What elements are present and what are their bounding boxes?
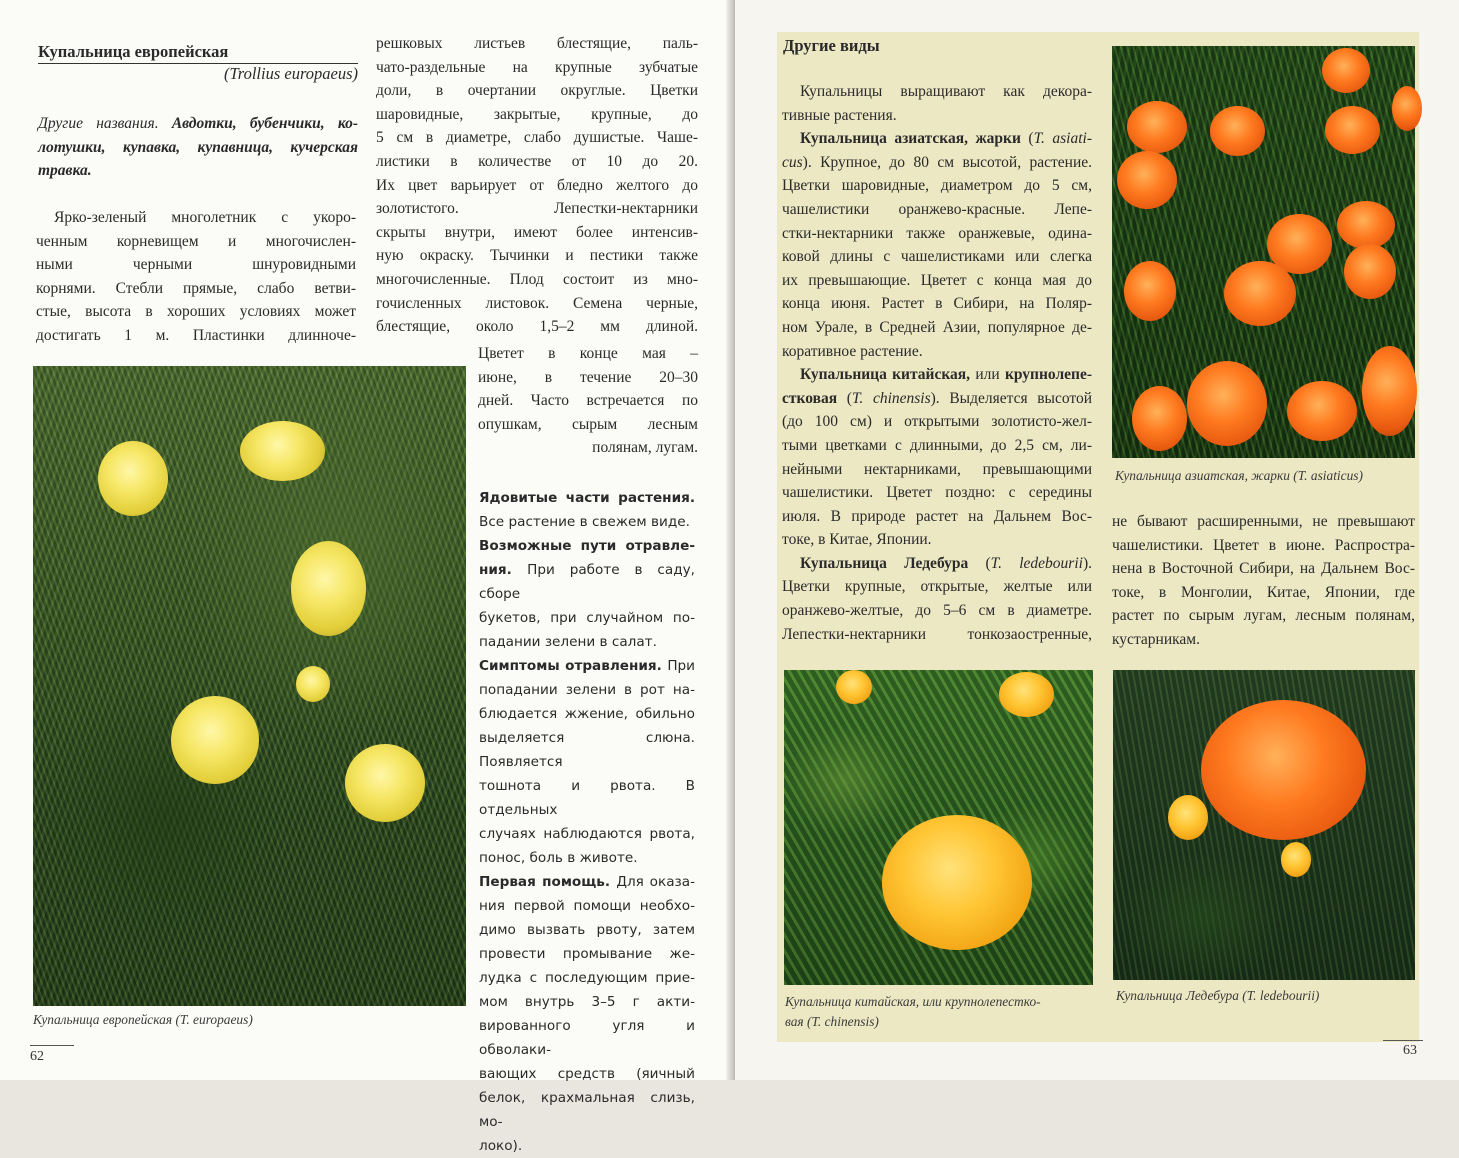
text-span: Купальницы выращивают как декора- — [800, 83, 1092, 100]
flower-mark — [1124, 261, 1176, 321]
text-line: июне, в течение 20–30 — [478, 368, 698, 386]
text-line — [479, 486, 695, 510]
text-span: стки-нектарники также оранжевые, одина- — [782, 224, 1092, 242]
text-line — [479, 678, 695, 702]
text-line: листики в количестве от 10 до 20. — [376, 152, 698, 170]
text-span: коративное растение. — [782, 342, 923, 360]
text-line — [479, 894, 695, 918]
text-line — [479, 990, 695, 1014]
flower-mark — [1392, 86, 1422, 131]
photo-trollius-ledebourii — [1113, 670, 1415, 980]
other-names — [38, 112, 358, 183]
text-span: Цветки шаровидные, диаметром до 5 см, — [782, 177, 1092, 195]
flower-mark — [882, 815, 1032, 950]
italic-text: cus — [782, 153, 803, 171]
flower-mark — [296, 666, 330, 702]
flower-mark — [1187, 361, 1267, 446]
text-span: вающих средств (яичный — [479, 1066, 695, 1082]
text-line: золотистого. Лепестки-нектарники — [376, 200, 698, 218]
bold-text: крупнолепе- — [1004, 366, 1092, 384]
text-span: димо вызвать рвоту, затем — [479, 922, 695, 938]
flower-mark — [171, 696, 259, 784]
text-line: полянам, лугам. — [592, 439, 698, 457]
bold-text: Возможные пути отравле- — [479, 538, 695, 554]
description-column-1 — [36, 206, 356, 348]
italic-text: T. chinensis — [851, 389, 931, 407]
bold-text: ния. — [479, 562, 528, 578]
flower-mark — [240, 421, 325, 481]
text-line: ную окраску. Тычинки и пестики также — [376, 247, 698, 265]
text-line: 5 см в диаметре, слабо душистые. Чаше- — [376, 129, 698, 147]
text-span: выделяется слюна. Появляется — [479, 730, 695, 770]
text-line: чашелистики. Цветет в июне. Распростра- — [1112, 536, 1415, 554]
text-line — [479, 1134, 695, 1158]
flower-mark — [1344, 244, 1396, 299]
text-line — [782, 410, 1092, 434]
text-line: ченным корневищем и многочислен- — [36, 232, 356, 250]
text-line: гочисленных листовок. Семена черные, — [376, 294, 698, 312]
text-line — [479, 966, 695, 990]
text-line — [38, 159, 358, 183]
text-span: падании зелени в салат. — [479, 634, 657, 650]
text-line — [479, 702, 695, 726]
text-line — [479, 846, 695, 870]
text-line — [782, 292, 1092, 316]
text-span: Лепестки-нектарники тонкозаостренные, — [782, 625, 1092, 643]
text-line: Их цвет варьирует от бледно желтого до — [376, 176, 698, 194]
text-span: мом внутрь 3–5 г акти- — [479, 994, 695, 1010]
caption-ledebourii: Купальница Ледебура (T. ledebourii) — [1116, 988, 1320, 1003]
other-names-value: Авдотки, бубенчики, ко- — [171, 115, 359, 132]
text-span: Все растение в свежем виде. — [479, 514, 690, 530]
text-span: лудка с последующим прие- — [479, 970, 695, 986]
flower-mark — [1287, 381, 1357, 441]
other-names-label: Другие названия. — [38, 115, 172, 132]
text-line — [782, 269, 1092, 293]
text-span: вированного угля и обволаки- — [479, 1018, 695, 1058]
text-line — [782, 127, 1092, 151]
page-number-rule — [30, 1045, 74, 1046]
flower-mark — [1127, 101, 1187, 153]
text-line — [479, 1062, 695, 1086]
text-span: или — [975, 366, 1005, 384]
photo-trollius-asiaticus — [1112, 46, 1415, 458]
text-line — [782, 481, 1092, 505]
text-line — [782, 316, 1092, 340]
right-page — [735, 0, 1459, 1080]
text-line: Купальница китайская, или крупнолепестко- — [785, 994, 1041, 1009]
text-line — [479, 510, 695, 534]
text-span: ). Выделяется высотой — [930, 389, 1093, 407]
text-span: чашелистики оранжево-красные. Лепе- — [782, 200, 1092, 218]
other-species-text-continued — [1112, 510, 1415, 652]
text-line — [782, 528, 1092, 552]
text-span: ния первой помощи необхо- — [479, 898, 695, 914]
text-span: При работе в саду, сборе — [479, 562, 696, 602]
text-span: блюдается жжение, обильно — [479, 706, 695, 722]
bold-text: Симптомы отравления. — [479, 658, 668, 674]
bold-text: стковая — [782, 389, 847, 407]
species-latin-name: (Trollius europaeus) — [224, 64, 358, 83]
text-line: вая (T. chinensis) — [785, 1014, 879, 1029]
text-line: скрыты внутри, имеют более интенсив- — [376, 223, 698, 241]
text-line — [479, 558, 695, 606]
page-number-rule — [1383, 1040, 1423, 1041]
text-line: решковых листьев блестящие, паль- — [376, 35, 698, 52]
text-span: попадании зелени в рот на- — [479, 682, 695, 698]
text-span: тошнота и рвота. В отдельных — [479, 778, 695, 818]
poisoning-info — [479, 486, 695, 1158]
bold-text: Купальница азиатская, жарки — [800, 130, 1029, 148]
species-title: Купальница европейская — [38, 41, 358, 64]
text-line — [782, 387, 1092, 411]
text-line — [38, 136, 358, 160]
text-line — [479, 1014, 695, 1062]
text-line — [479, 534, 695, 558]
text-span: Цветки крупные, открытые, желтые или — [782, 578, 1092, 596]
text-line — [782, 80, 1092, 104]
text-span: Для оказа- — [616, 874, 695, 890]
flower-mark — [999, 672, 1054, 717]
text-line: опушкам, сырым лесным — [478, 415, 698, 433]
text-line — [479, 822, 695, 846]
text-line: нена в Восточной Сибири, на Дальнем Вос- — [1112, 560, 1415, 578]
text-span: ( — [985, 554, 991, 572]
other-names-value: травка. — [38, 162, 92, 180]
text-span: чашелистики. Цветет поздно: с середины — [782, 484, 1092, 502]
text-line — [479, 774, 695, 822]
text-line — [782, 623, 1092, 647]
flower-mark — [1132, 386, 1187, 451]
other-names-value: лотушки, купавка, купавница, кучерская — [38, 138, 358, 156]
text-line: достигать 1 м. Пластинки длинноче- — [36, 326, 356, 344]
text-span: локо). — [479, 1138, 523, 1154]
flower-mark — [345, 744, 425, 822]
text-span: ). Крупное, до 80 см высотой, растение. — [802, 153, 1092, 171]
flower-mark — [1281, 842, 1311, 877]
text-line — [782, 434, 1092, 458]
flower-mark — [98, 441, 168, 516]
text-line — [479, 654, 695, 678]
flower-mark — [1325, 106, 1380, 154]
text-line — [479, 918, 695, 942]
text-line — [782, 198, 1092, 222]
flower-mark — [836, 670, 872, 704]
text-line: Цветет в конце мая – — [478, 345, 698, 362]
text-span: тыми цветками с длинными, до 2,5 см, ли- — [782, 436, 1092, 454]
page-number: 63 — [1403, 1043, 1417, 1058]
text-line: доли, в очертании округлые. Цветки — [376, 82, 698, 100]
text-span: нейными нектарниками, превышающими — [782, 460, 1092, 478]
flower-mark — [1201, 700, 1366, 840]
caption-asiaticus: Купальница азиатская, жарки (T. asiaticus) — [1115, 468, 1363, 483]
text-span: июля. В природе растет на Дальнем Вос- — [782, 507, 1092, 525]
photo-caption: Купальница европейская (T. europaeus) — [33, 1012, 253, 1027]
flower-mark — [1322, 48, 1370, 93]
bold-text: Купальница Ледебура — [800, 554, 986, 572]
text-span: ковой длины с чашелистиками или слегка — [782, 248, 1092, 266]
text-line — [479, 870, 695, 894]
text-span: ( — [846, 389, 852, 407]
text-line: корнями. Стебли прямые, слабо ветви- — [36, 279, 356, 297]
flower-mark — [1117, 151, 1177, 209]
text-line — [782, 174, 1092, 198]
text-line: блестящие, около 1,5–2 мм длиной. — [376, 318, 698, 336]
text-span: При — [667, 658, 695, 674]
text-span: ( — [1028, 130, 1034, 148]
italic-text: T. ledebourii — [990, 554, 1083, 572]
text-line — [782, 222, 1092, 246]
text-line — [782, 104, 1092, 128]
italic-text: T. asiati- — [1033, 130, 1092, 148]
text-span: ном Урале, в Средней Азии, популярное де- — [782, 318, 1092, 336]
text-line — [479, 606, 695, 630]
text-span: конца июня. Растет в Сибири, на Поляр- — [782, 295, 1092, 313]
text-span: случаях наблюдаются рвота, — [479, 826, 695, 842]
text-line: многочисленные. Плод состоит из мно- — [376, 270, 698, 288]
flower-mark — [1337, 201, 1395, 249]
text-line: растет по сырым лугам, лесным полянам, — [1112, 607, 1415, 625]
bold-text: Ядовитые части растения. — [479, 490, 695, 506]
text-line: Ярко-зеленый многолетник с укоро- — [54, 209, 356, 226]
text-line — [782, 599, 1092, 623]
text-span: понос, боль в животе. — [479, 850, 638, 866]
text-line — [479, 1086, 695, 1134]
page-number: 62 — [30, 1049, 44, 1064]
text-line — [38, 112, 358, 136]
text-line: токе, в Монголии, Китае, Японии, где — [1112, 583, 1415, 601]
text-line — [782, 575, 1092, 599]
left-page — [0, 0, 732, 1154]
text-span: ). — [1082, 554, 1092, 572]
text-line — [782, 552, 1092, 576]
text-line: шаровидные, закрытые, крупные, до — [376, 105, 698, 123]
text-span: тивные растения. — [782, 106, 897, 124]
text-span: оранжево-желтые, до 5–6 см в диаметре. — [782, 602, 1092, 620]
text-span: (до 100 см) и открытыми золотисто-жел- — [782, 413, 1092, 431]
text-line: не бывают расширенными, не превышают — [1112, 513, 1415, 530]
text-line: ными черными шнуровидными — [36, 256, 356, 274]
text-line — [782, 151, 1092, 175]
bold-text: Первая помощь. — [479, 874, 617, 890]
text-line — [479, 942, 695, 966]
text-line: стые, высота в хороших условиях может — [36, 303, 356, 321]
description-column-2 — [376, 32, 698, 339]
flower-mark — [1224, 261, 1296, 326]
text-span: белок, крахмальная слизь, мо- — [479, 1090, 695, 1130]
text-line — [479, 726, 695, 774]
text-span: токе, в Китае, Японии. — [782, 531, 932, 549]
text-line: дней. Часто встречается по — [478, 392, 698, 410]
flower-mark — [1362, 346, 1417, 436]
text-span: провести промывание же- — [479, 946, 695, 962]
caption-chinensis — [785, 992, 1095, 1032]
text-line — [782, 458, 1092, 482]
photo-trollius-europaeus — [33, 366, 466, 1006]
text-span: их превышающие. Цветет с конца мая до — [782, 271, 1092, 289]
text-line — [782, 340, 1092, 364]
bold-text: Купальница китайская, — [800, 366, 976, 384]
text-line — [782, 245, 1092, 269]
flower-mark — [1168, 795, 1208, 840]
text-line — [782, 363, 1092, 387]
text-line: чато-раздельные на крупные зубчатые — [376, 58, 698, 76]
photo-trollius-chinensis — [784, 670, 1093, 985]
description-column-2-bottom — [478, 342, 698, 460]
flower-mark — [1210, 106, 1265, 156]
other-species-text — [782, 80, 1092, 646]
text-line: кустарникам. — [1112, 630, 1200, 648]
text-span: букетов, при случайном по- — [479, 610, 695, 626]
flower-mark — [291, 541, 366, 636]
text-line — [479, 630, 695, 654]
section-title: Другие виды — [783, 36, 880, 55]
text-line — [782, 505, 1092, 529]
